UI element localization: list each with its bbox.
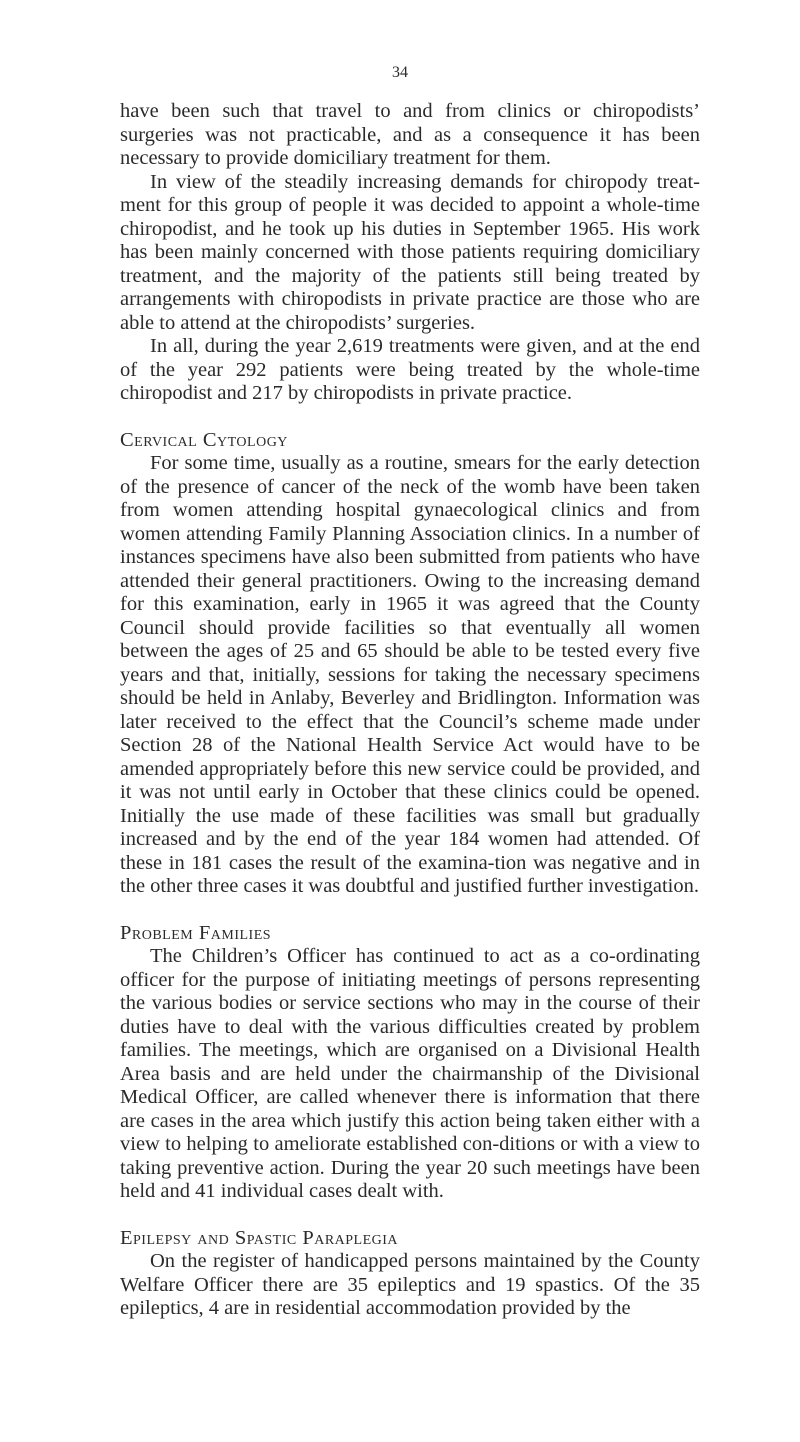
paragraph: In all, during the year 2,619 treatments were given, and at the end of the year 292 patients were being treated by the whole-time chiropodist and 217 by chiropodists in private practice.	[120, 335, 700, 404]
paragraph: For some time, usually as a routine, smears for the early detection of the presence of cancer of the neck of the womb have been taken from women attending hospital gynaecological clinics and from women attending Family Planning Association clinics. In a number of instances specimens have also been submitted from patients who have attended their general practitioners. Owing to the increasing demand for this examination, early in 1965 it was agreed that the County Council should provide facilities so that eventually all women between the ages of 25 and 65 should be able to be tested every five years and that, initially, sessions for taking the necessary specimens should be held in Anlaby, Beverley and Bridlington. Information was later received to the effect that the Council’s scheme made under Section 28 of the National Health Service Act would have to be amended appropriately before this new service could be provided, and it was not until early in October that these clinics could be opened. Initially the use made of these facilities was small but gradually increased and by the end of the year 184 women had attended. Of these in 181 cases the result of the examina-tion was negative and in the other three cases it was doubtful and justified further investigation.	[120, 452, 700, 897]
section-cervical-cytology	[120, 429, 700, 899]
paragraph: On the register of handicapped persons maintained by the County Welfare Officer there are 35 epileptics and 19 spastics. Of the 35 epileptics, 4 are in residential accommodation provided by the	[120, 1250, 700, 1319]
paragraph: In view of the steadily increasing demands for chiropody treat-ment for this group of people it was decided to appoint a whole-time chiropodist, and he took up his duties in September 1965. His work has been mainly concerned with those patients requiring domiciliary treatment, and the majority of the patients still being treated by arrangements with chiropodists in private practice are those who are able to attend at the chiropodists’ surgeries.	[120, 170, 700, 334]
document-body	[120, 100, 700, 1321]
section-heading: Cervical Cytology	[120, 428, 288, 451]
section-heading: Problem Families	[120, 921, 272, 944]
page-number: 34	[392, 64, 408, 81]
section-problem-families	[120, 922, 700, 1204]
section-epilepsy-spastic-paraplegia	[120, 1227, 700, 1321]
paragraph: have been such that travel to and from clinics or chiropodists’ surgeries was not practicable, and as a consequence it has been necessary to provide domiciliary treatment for them.	[120, 100, 700, 169]
section-heading: Epilepsy and Spastic Paraplegia	[120, 1226, 399, 1249]
paragraph: The Children’s Officer has continued to act as a co-ordinating officer for the purpose of initiating meetings of persons representing the various bodies or service sections who may in the course of their duties have to deal with the various difficulties created by problem families. The meetings, which are organised on a Divisional Health Area basis and are held under the chairmanship of the Divisional Medical Officer, are called whenever there is information that there are cases in the area which justify this action being taken either with a view to helping to ameliorate established con-ditions or with a view to taking preventive action. During the year 20 such meetings have been held and 41 individual cases dealt with.	[120, 945, 700, 1202]
section-chiropody-continued	[120, 100, 700, 406]
